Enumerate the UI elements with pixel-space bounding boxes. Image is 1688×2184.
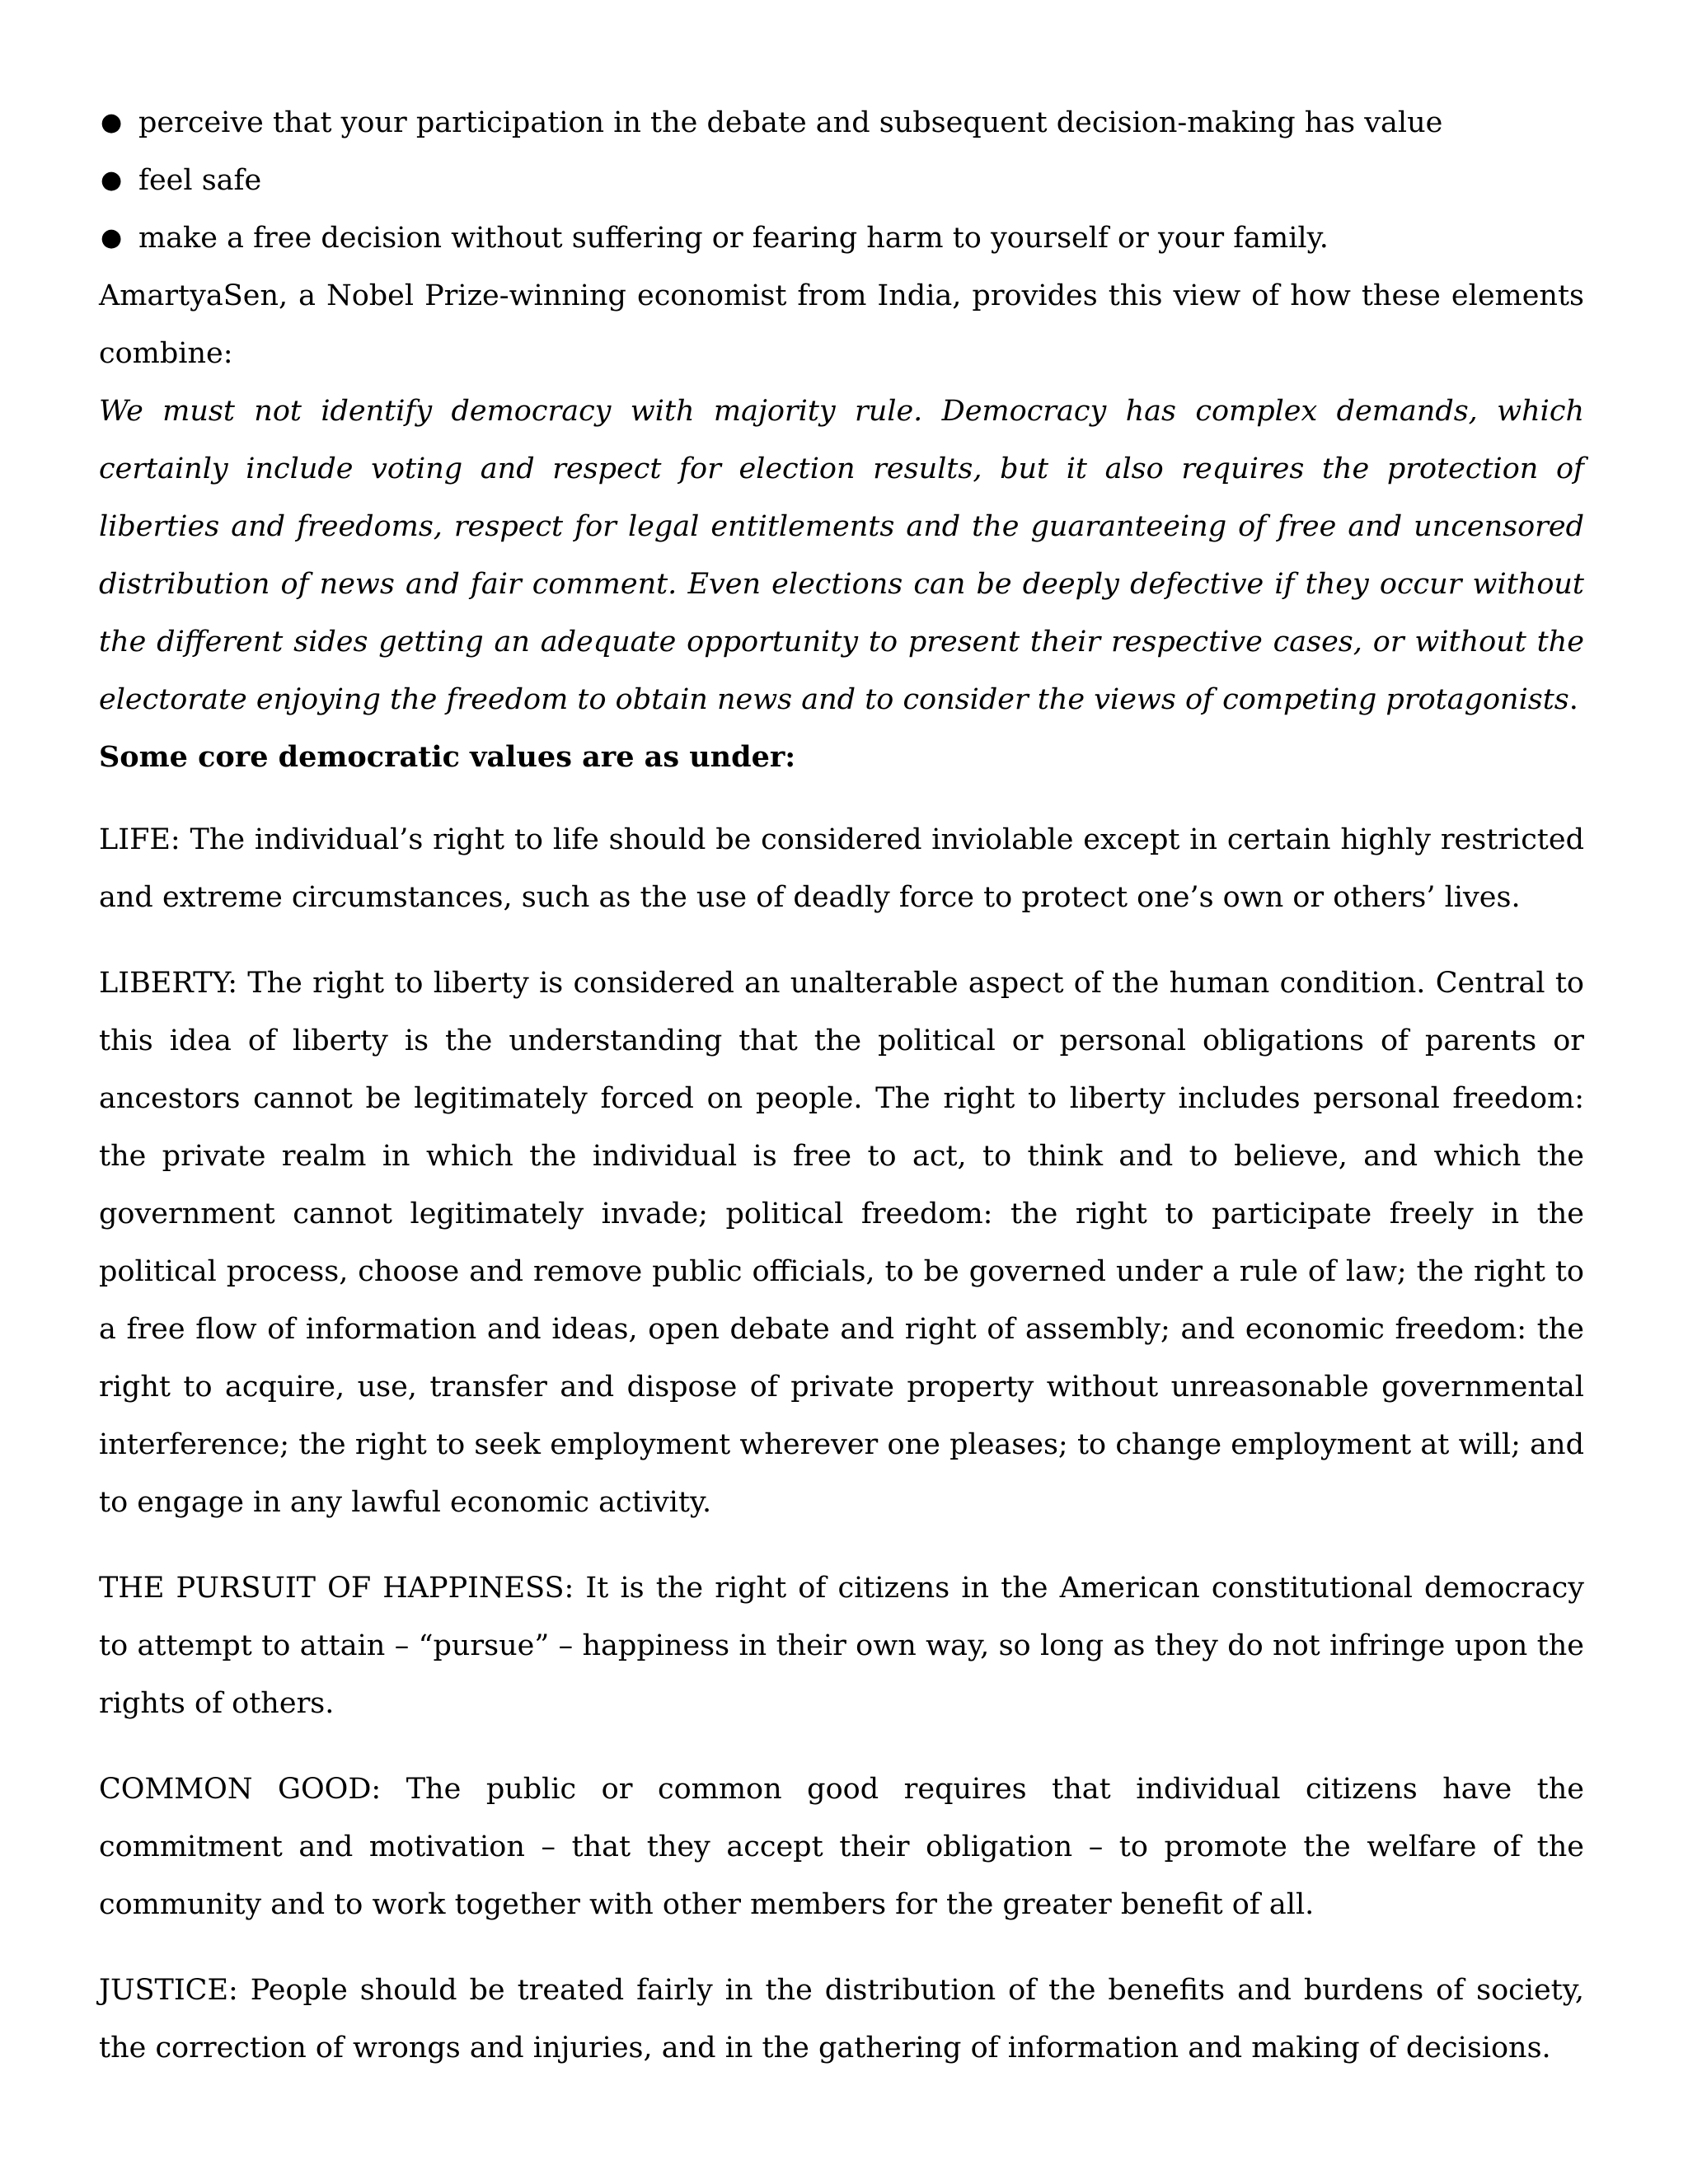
bullet-text: make a free decision without suffering or fearing harm to yourself or your family. <box>138 222 1329 255</box>
list-item <box>99 209 1584 267</box>
list-item <box>99 94 1584 152</box>
quote-paragraph <box>99 382 1584 729</box>
list-item <box>99 152 1584 209</box>
value-pursuit-of-happiness: THE PURSUIT OF HAPPINESS: It is the right of citizens in the American constitutional democracy to attempt to attain – “pursue” – happiness in their own way, so long as they do not infringe upon the rights of others. <box>99 1572 1584 1720</box>
value-justice: JUSTICE: People should be treated fairly in the distribution of the benefits and burdens of society, the correction of wrongs and injuries, and in the gathering of information and making of decisions. <box>99 1974 1584 2064</box>
bullet-icon: ● <box>101 108 123 137</box>
quote-end: . <box>1568 683 1578 716</box>
quote-text: We must not identify democracy with majority rule. Democracy has complex demands, which certainly include voting and respect for election results, but it also requires the protection of liberties and freedoms, respect for legal entitlements and the guaranteeing of free and uncensored distribution of news and fair comment. Even elections can be deeply defective if they occur without the different sides getting an adequate opportunity to present their respective cases, or without the electorate enjoying the freedom to obtain news and to consider the views of competing protagonists <box>99 395 1584 716</box>
document-page <box>99 94 1584 2105</box>
bullet-text: perceive that your participation in the debate and subsequent decision-making has value <box>138 106 1443 139</box>
bullet-list <box>99 94 1584 267</box>
value-life: LIFE: The individual’s right to life should be considered inviolable except in certain highly restricted and extreme circumstances, such as the use of deadly force to protect one’s own or others’ lives. <box>99 823 1584 914</box>
bullet-text: feel safe <box>138 164 262 197</box>
bullet-icon: ● <box>101 223 123 252</box>
section-heading: Some core democratic values are as under: <box>99 740 796 774</box>
intro-paragraph: AmartyaSen, a Nobel Prize-winning economist from India, provides this view of how these elements combine: <box>99 279 1584 370</box>
value-liberty: LIBERTY: The right to liberty is considered an unalterable aspect of the human condition. Central to this idea of liberty is the understanding that the political or personal obligations of parents or ancestors cannot be legitimately forced on people. The right to liberty includes personal freedom: the private realm in which the individual is free to act, to think and to believe, and which the government cannot legitimately invade; political freedom: the right to participate freely in the political process, choose and remove public officials, to be governed under a rule of law; the right to a free flow of information and ideas, open debate and right of assembly; and economic freedom: the right to acquire, use, transfer and dispose of private property without unreasonable governmental interference; the right to seek employment wherever one pleases; to change employment at will; and to engage in any lawful economic activity. <box>99 967 1584 1519</box>
value-common-good: COMMON GOOD: The public or common good requires that individual citizens have the commitment and motivation – that they accept their obligation – to promote the welfare of the community and to work together with other members for the greater benefit of all. <box>99 1773 1584 1921</box>
bullet-icon: ● <box>101 166 123 194</box>
